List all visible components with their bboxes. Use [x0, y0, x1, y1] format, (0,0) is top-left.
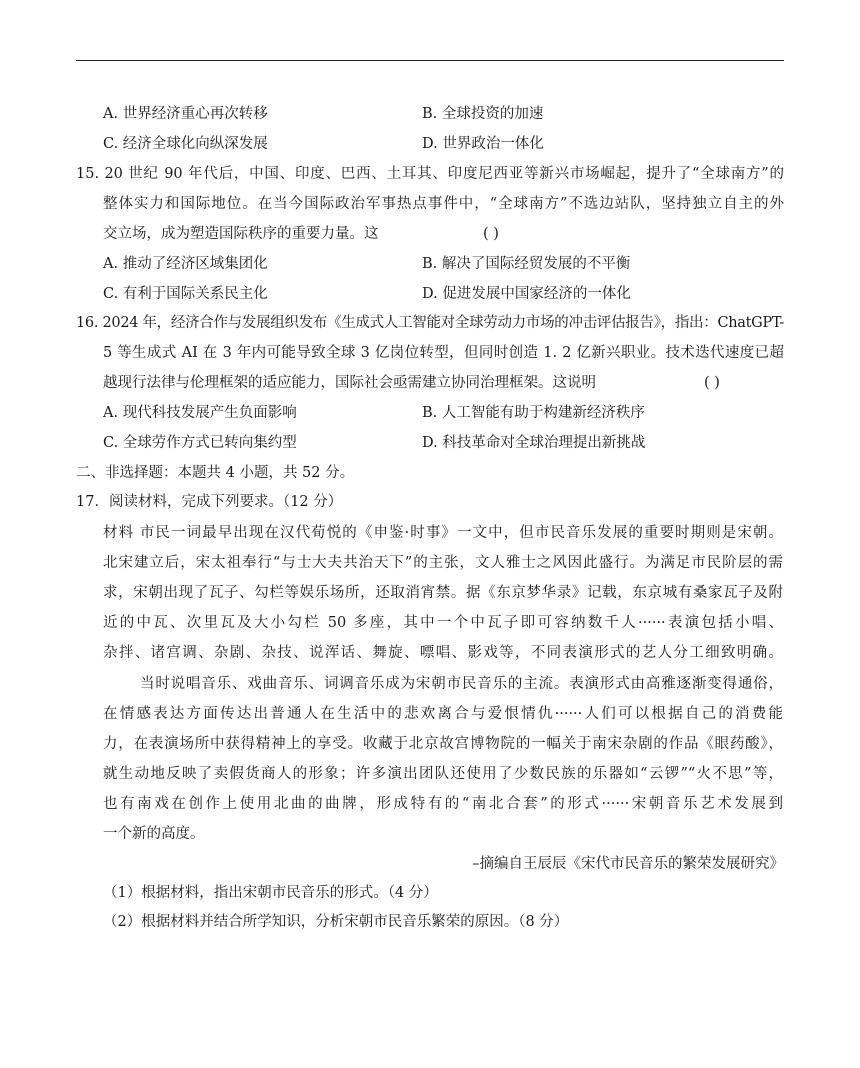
- q15-stem-line-1: 15. 20 世纪 90 年代后，中国、印度、巴西、土耳其、印度尼西亚等新兴市场崛起，提升了“全球南方”的: [76, 166, 784, 182]
- q16-option-a: A. 现代科技发展产生负面影响: [103, 405, 297, 421]
- material-p1-line-4: 近的中瓦、次里瓦及大小勾栏 50 多座，其中一个中瓦子即可容纳数千人······表演包括小唱、: [103, 615, 783, 631]
- q14-option-c: C. 经济全球化向纵深发展: [103, 136, 268, 152]
- q16-option-d: D. 科技革命对全球治理提出新挑战: [422, 435, 646, 451]
- q16-option-b: B. 人工智能有助于构建新经济秩序: [422, 405, 645, 421]
- q15-option-b: B. 解决了国际经贸发展的不平衡: [422, 256, 631, 272]
- q15-option-d: D. 促进发展中国家经济的一体化: [422, 286, 631, 302]
- q16-stem-line-1: 16. 2024 年，经济合作与发展组织发布《生成式人工智能对全球劳动力市场的冲击评估报告》，指出：ChatGPT-: [76, 315, 784, 331]
- q15-stem-line-2: 整体实力和国际地位。在当今国际政治军事热点事件中，“全球南方”不选边站队，坚持独立自主的外: [103, 196, 784, 212]
- material-p1-line-1: 材料 市民一词最早出现在汉代荀悦的《申鉴·时事》一文中，但市民音乐发展的重要时期则是宋朝。: [103, 525, 783, 541]
- material-p2-line-2: 在情感表达方面传达出普通人在生活中的悲欢离合与爱恨情仇······人们可以根据自己的消费能: [103, 706, 783, 722]
- q16-stem-line-3: 越现行法律与伦理框架的适应能力，国际社会亟需建立协同治理框架。这说明: [103, 375, 596, 391]
- material-p2-line-5: 也有南戏在创作上使用北曲的曲牌，形成特有的“南北合套”的形式······宋朝音乐艺术发展到: [103, 796, 783, 812]
- material-p1-line-3: 求，宋朝出现了瓦子、勾栏等娱乐场所，还取消宵禁。据《东京梦华录》记载，东京城有桑家瓦子及附: [103, 585, 783, 601]
- material-p1-line-5: 杂拌、诸宫调、杂剧、杂技、说浑话、舞旋、嘌唱、影戏等，不同表演形式的艺人分工细致明确。: [103, 645, 783, 661]
- material-p2-line-3: 力，在表演场所中获得精神上的享受。收藏于北京故宫博物院的一幅关于南宋杂剧的作品《眼药酸》，: [103, 736, 783, 752]
- q15-option-c: C. 有利于国际关系民主化: [103, 286, 268, 302]
- q14-option-d: D. 世界政治一体化: [422, 136, 544, 152]
- q14-option-b: B. 全球投资的加速: [422, 106, 544, 122]
- q15-stem-line-3: 交立场，成为塑造国际秩序的重要力量。这: [103, 226, 379, 242]
- section-two-heading: 二、非选择题：本题共 4 小题，共 52 分。: [76, 465, 355, 481]
- q17-sub-question-1: （1）根据材料，指出宋朝市民音乐的形式。（4 分）: [103, 885, 438, 901]
- q17-sub-question-2: （2）根据材料并结合所学知识，分析宋朝市民音乐繁荣的原因。（8 分）: [103, 914, 569, 930]
- q17-header: 17．阅读材料，完成下列要求。（12 分）: [76, 494, 343, 510]
- header-rule: [76, 60, 784, 61]
- material-source: –摘编自王辰辰《宋代市民音乐的繁荣发展研究》: [472, 856, 784, 872]
- material-p1-line-2: 北宋建立后，宋太祖奉行“与士大夫共治天下”的主张，文人雅士之风因此盛行。为满足市民阶层的需: [103, 555, 783, 571]
- q14-option-a: A. 世界经济重心再次转移: [103, 106, 268, 122]
- material-p2-line-1: 当时说唱音乐、戏曲音乐、词调音乐成为宋朝市民音乐的主流。表演形式由高雅逐渐变得通俗，: [140, 676, 783, 692]
- q15-answer-paren: ( ): [483, 226, 499, 242]
- material-p2-line-4: 就生动地反映了卖假货商人的形象；许多演出团队还使用了少数民族的乐器如“云锣”“火不思”等，: [103, 766, 783, 782]
- material-p2-line-6: 一个新的高度。: [103, 826, 205, 842]
- q16-option-c: C. 全球劳作方式已转向集约型: [103, 435, 297, 451]
- q16-stem-line-2: 5 等生成式 AI 在 3 年内可能导致全球 3 亿岗位转型，但同时创造 1. 2 亿新兴职业。技术迭代速度已超: [103, 345, 784, 361]
- q15-option-a: A. 推动了经济区域集团化: [103, 256, 268, 272]
- q16-answer-paren: ( ): [704, 375, 720, 391]
